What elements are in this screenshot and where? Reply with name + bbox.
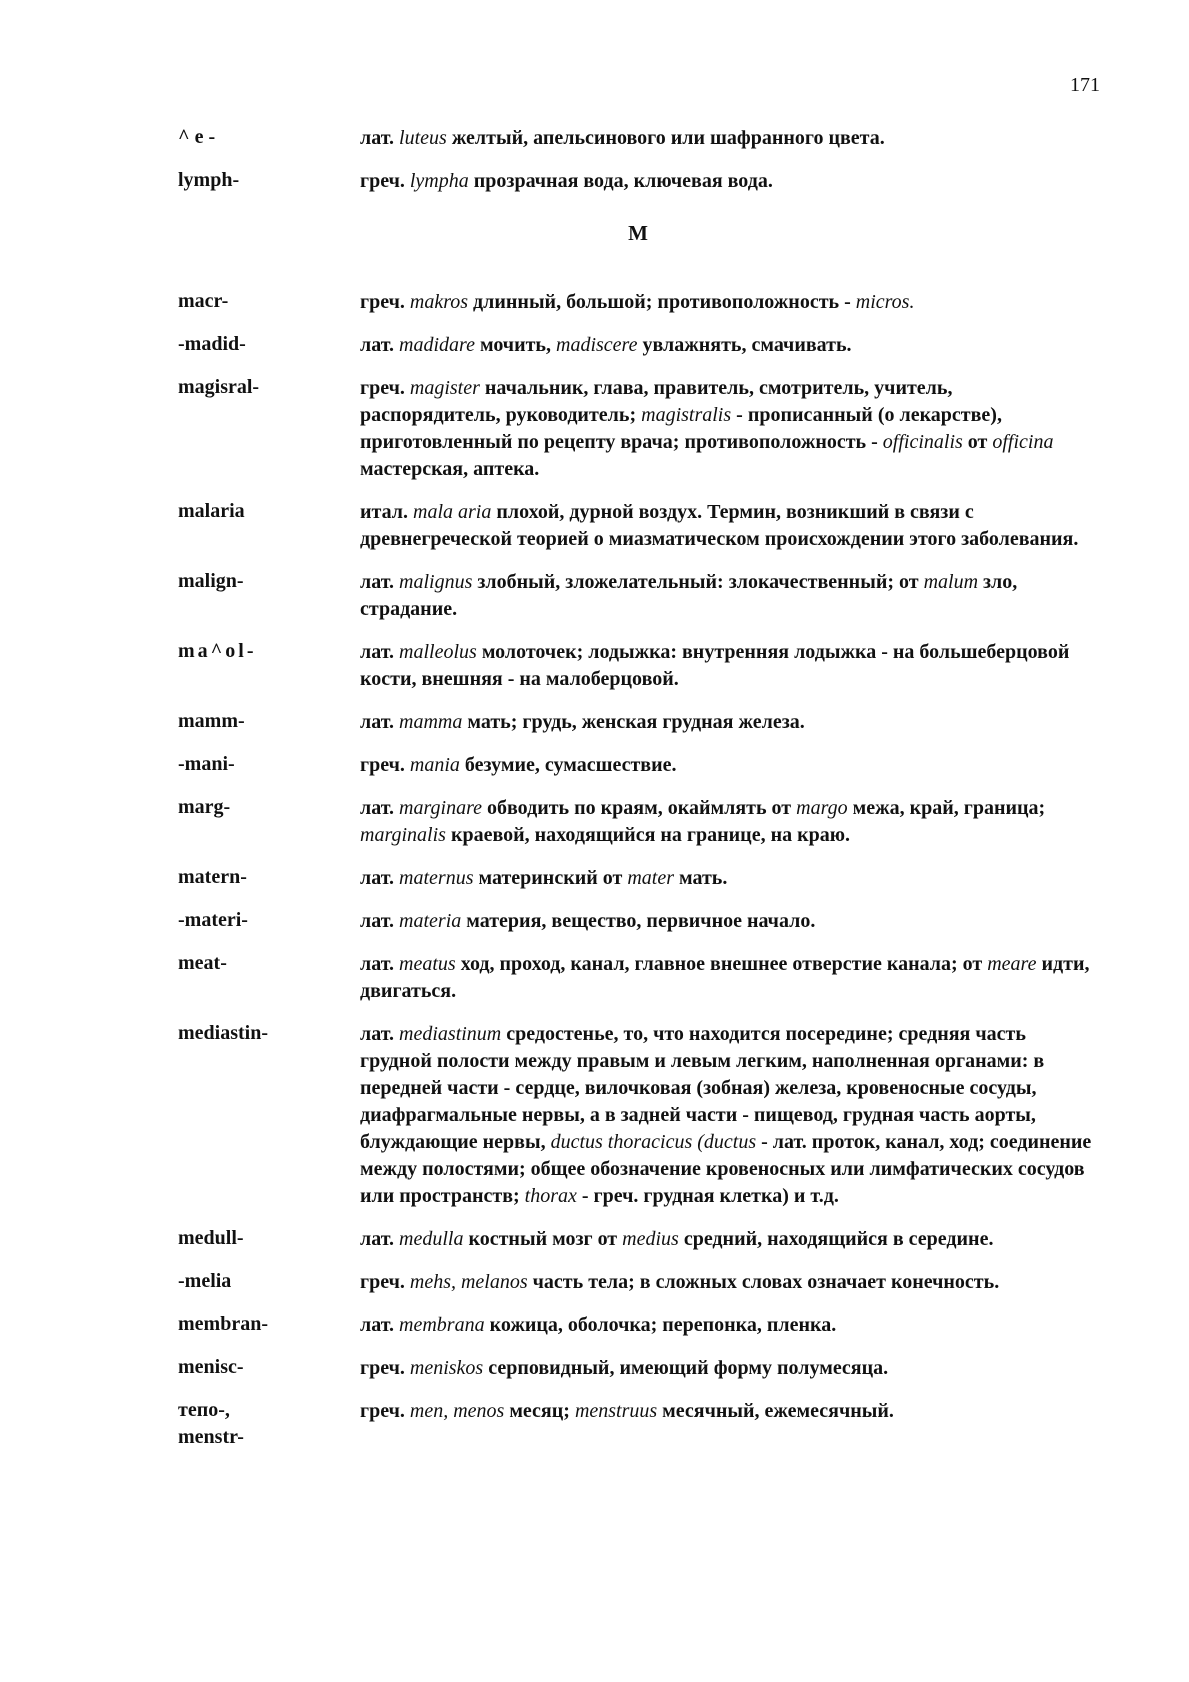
- dictionary-entry: [178, 751, 1098, 779]
- entry-term: тепо-, menstr-: [178, 1399, 244, 1448]
- dictionary-entry: [178, 1354, 1098, 1382]
- section-heading: M: [628, 221, 648, 245]
- entry-term: malign-: [178, 570, 244, 592]
- entry-definition: лат. membrana кожица, оболочка; перепонка, пленка.: [360, 1314, 837, 1336]
- entry-definition: греч. lympha прозрачная вода, ключевая вода.: [360, 170, 773, 192]
- entry-definition: лат. marginare обводить по краям, окаймлять от margo межа, край, граница; marginalis краевой, находящийся на границе, на краю.: [360, 797, 1046, 846]
- entry-definition: греч. meniskos серповидный, имеющий форму полумесяца.: [360, 1357, 889, 1379]
- entry-definition: греч. men, menos месяц; menstruus месячный, ежемесячный.: [360, 1400, 894, 1422]
- dictionary-entry: [178, 1020, 1098, 1210]
- entry-definition: греч. magister начальник, глава, правитель, смотритель, учитель, распорядитель, руководитель; magistralis - прописанный (о лекарстве), приготовленный по рецепту врача; противоположность - officinalis от officina мастерская, аптека.: [360, 377, 1054, 480]
- entry-definition: лат. meatus ход, проход, канал, главное внешнее отверстие канала; от meare идти, двигаться.: [360, 953, 1090, 1002]
- dictionary-entry: [178, 1397, 1098, 1451]
- entry-definition: лат. maternus материнский от mater мать.: [360, 867, 728, 889]
- dictionary-entry: [178, 907, 1098, 935]
- dictionary-entry: [178, 708, 1098, 736]
- entries-section-m: [178, 288, 1098, 1451]
- dictionary-entry: [178, 124, 1098, 152]
- dictionary-entry: [178, 498, 1098, 553]
- entry-term: -melia: [178, 1270, 232, 1292]
- dictionary-entries: [178, 124, 1098, 1466]
- entry-term: matern-: [178, 866, 247, 888]
- entry-term: marg-: [178, 796, 231, 818]
- entry-term: meat-: [178, 952, 227, 974]
- dictionary-entry: [178, 1225, 1098, 1253]
- entry-definition: греч. mehs, melanos часть тела; в сложных словах означает конечность.: [360, 1271, 1000, 1293]
- entry-definition: лат. malignus злобный, зложелательный: злокачественный; от malum зло, страдание.: [360, 571, 1018, 620]
- entry-term: mamm-: [178, 710, 245, 732]
- dictionary-entry: [178, 568, 1098, 623]
- entry-term: membran-: [178, 1313, 268, 1335]
- entry-definition: лат. malleolus молоточек; лодыжка: внутренняя лодыжка - на большеберцовой кости, внешняя - на малоберцовой.: [360, 641, 1070, 690]
- entry-definition: лат. mamma мать; грудь, женская грудная железа.: [360, 711, 805, 733]
- dictionary-entry: [178, 167, 1098, 195]
- entry-term: medull-: [178, 1227, 244, 1249]
- dictionary-entry: [178, 374, 1098, 483]
- dictionary-entry: [178, 864, 1098, 892]
- entry-definition: лат. mediastinum средостенье, то, что находится посередине; средняя часть грудной полости между правым и левым легким, наполненная органами: в передней части - сердце, вилочковая (зобная) железа, кровеносные сосуды, диафрагмальные нервы, а в задней части - пищевод, грудная часть аорты, блуждающие нервы, ductus thoracicus (ductus - лат. проток, канал, ход; соединение между полостями; общее обозначение кровеносных или лимфатических сосудов или пространств; thorax - греч. грудная клетка) и т.д.: [360, 1023, 1092, 1207]
- entry-term: lymph-: [178, 169, 240, 191]
- entry-term: -madid-: [178, 333, 246, 355]
- entry-term: macr-: [178, 290, 229, 312]
- entry-term: mediastin-: [178, 1022, 268, 1044]
- entry-definition: итал. mala aria плохой, дурной воздух. Термин, возникший в связи с древнегреческой теорией о миазматическом происхождении этого заболевания.: [360, 501, 1079, 550]
- entries-before-section: [178, 124, 1098, 195]
- entry-definition: лат. medulla костный мозг от medius средний, находящийся в середине.: [360, 1228, 994, 1250]
- entry-term: -mani-: [178, 753, 235, 775]
- dictionary-entry: [178, 331, 1098, 359]
- dictionary-entry: [178, 288, 1098, 316]
- entry-term: malaria: [178, 500, 245, 522]
- entry-term: ma^ol-: [178, 640, 257, 662]
- dictionary-entry: [178, 950, 1098, 1005]
- entry-definition: греч. makros длинный, большой; противоположность - micros.: [360, 291, 915, 313]
- entry-term: -materi-: [178, 909, 248, 931]
- entry-term: magisral-: [178, 376, 260, 398]
- dictionary-entry: [178, 1311, 1098, 1339]
- entry-definition: лат. materia материя, вещество, первичное начало.: [360, 910, 816, 932]
- entry-definition: греч. mania безумие, сумасшествие.: [360, 754, 677, 776]
- entry-definition: лат. luteus желтый, апельсинового или шафранного цвета.: [360, 127, 885, 149]
- dictionary-entry: [178, 638, 1098, 693]
- entry-term: menisc-: [178, 1356, 244, 1378]
- entry-definition: лат. madidare мочить, madiscere увлажнять, смачивать.: [360, 334, 852, 356]
- dictionary-entry: [178, 1268, 1098, 1296]
- page-number: 171: [1070, 74, 1100, 96]
- dictionary-entry: [178, 794, 1098, 849]
- entry-term: ^ e -: [178, 126, 216, 148]
